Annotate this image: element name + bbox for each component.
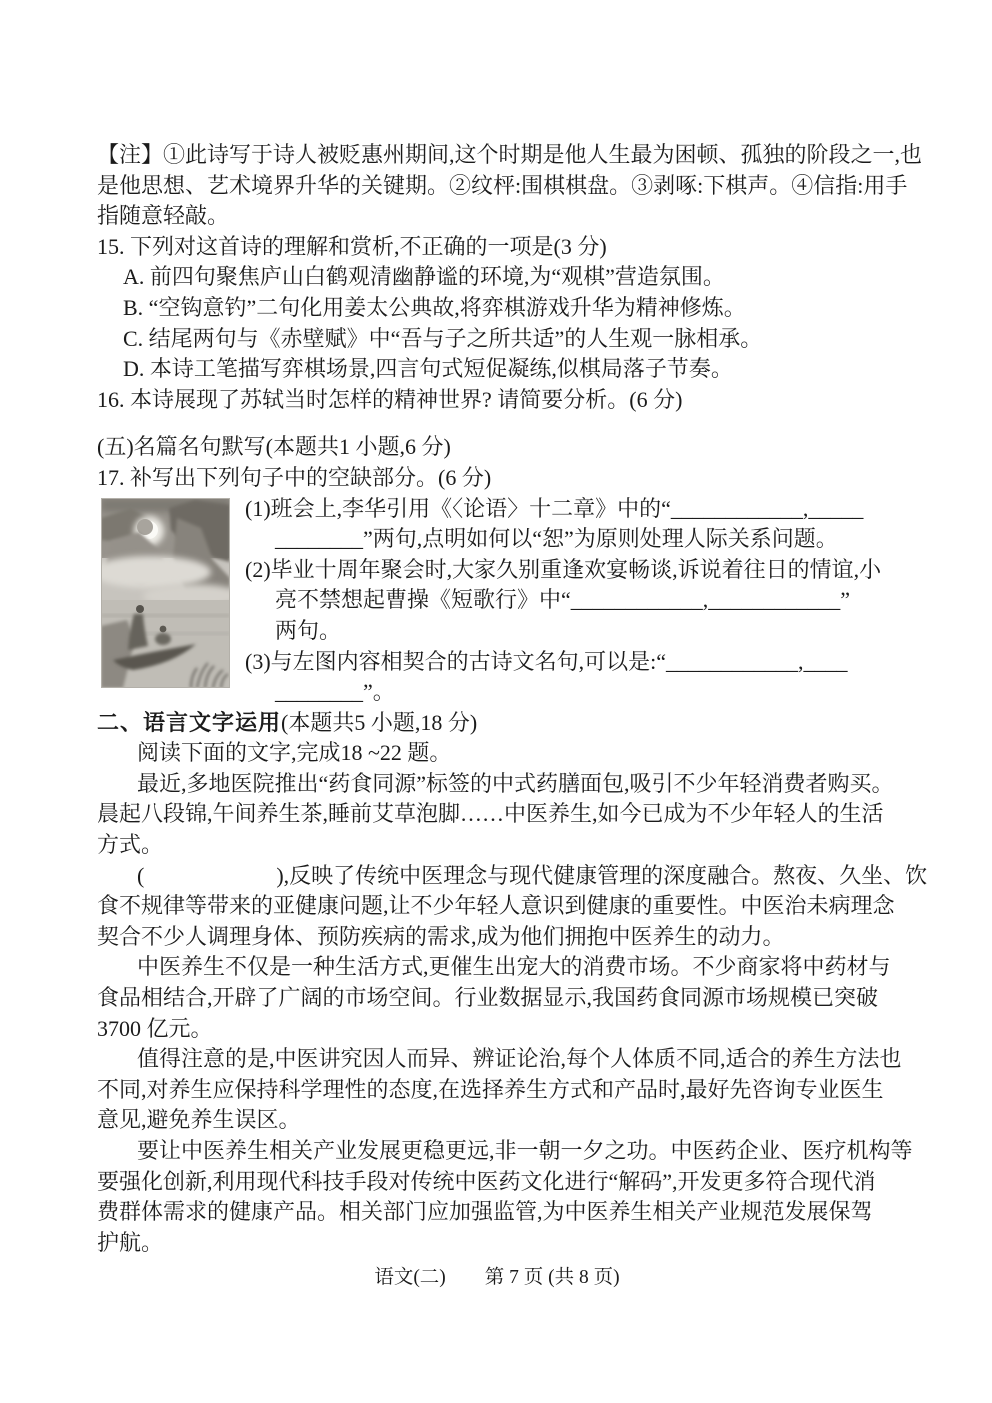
spacer — [97, 415, 897, 432]
moonlit-river-landscape-painting — [101, 498, 230, 688]
passage-line: 契合不少人调理身体、预防疾病的需求,成为他们拥抱中医养生的动力。 — [97, 923, 785, 949]
passage-line: 最近,多地医院推出“药食同源”标签的中式药膳面包,吸引不少年轻消费者购买。 — [137, 770, 894, 796]
section-5-heading: (五)名篇名句默写(本题共1 小题,6 分) — [97, 434, 451, 460]
question-15-stem: 15. 下列对这首诗的理解和赏析,不正确的一项是(3 分) — [97, 233, 607, 259]
passage-line: ( ),反映了传统中医理念与现代健康管理的深度融合。熬夜、久坐、饮 — [137, 862, 928, 888]
passage-line: 意见,避免养生误区。 — [97, 1107, 301, 1133]
question-16-stem: 16. 本诗展现了苏轼当时怎样的精神世界? 请简要分析。(6 分) — [97, 386, 683, 412]
passage-line: 费群体需求的健康产品。相关部门应加强监管,为中医养生相关产业规范发展保驾 — [97, 1199, 873, 1225]
note-line: 【注】①此诗写于诗人被贬惠州期间,这个时期是他人生最为困顿、孤独的阶段之一,也 — [97, 142, 923, 167]
q17-item1-line: ________”两句,点明如何以“恕”为原则处理人际关系问题。 — [275, 526, 838, 552]
section-2-heading-title: 二、语言文字运用 — [97, 709, 282, 735]
q17-item2-line: (2)毕业十周年聚会时,大家久别重逢欢宴畅谈,诉说着往日的情谊,小 — [245, 556, 882, 582]
note-line: 指随意轻敲。 — [97, 203, 230, 229]
ink-painting-image — [101, 498, 230, 688]
note-line: 是他思想、艺术境界升华的关键期。②纹枰:围棋棋盘。③剥啄:下棋声。④信指:用手 — [97, 172, 908, 198]
q17-item3-line: (3)与左图内容相契合的古诗文名句,可以是:“____________,____ — [245, 648, 848, 674]
reading-intro: 阅读下面的文字,完成18 ~22 题。 — [137, 740, 452, 766]
passage-line: 要让中医养生相关产业发展更稳更远,非一朝一夕之功。中医药企业、医疗机构等 — [137, 1138, 913, 1163]
q17-item2-line: 亮不禁想起曹操《短歌行》中“____________,____________” — [275, 587, 851, 613]
question-15-option-d: D. 本诗工笔描写弈棋场景,四言句式短促凝练,似棋局落子节奏。 — [123, 356, 733, 382]
page-footer: 语文(二) 第 7 页 (共 8 页) — [374, 1267, 620, 1289]
passage-line: 要强化创新,利用现代科技手段对传统中医药文化进行“解码”,开发更多符合现代消 — [97, 1168, 876, 1194]
page-content — [97, 140, 928, 1311]
q17-item3-line: ________”。 — [275, 679, 395, 705]
question-15-option-c: C. 结尾两句与《赤壁赋》中“吾与子之所共适”的人生观一脉相承。 — [123, 325, 763, 351]
passage-line: 不同,对养生应保持科学理性的态度,在选择养生方式和产品时,最好先咨询专业医生 — [97, 1076, 884, 1102]
passage-line: 晨起八段锦,午间养生茶,睡前艾草泡脚……中医养生,如今已成为不少年轻人的生活 — [97, 801, 884, 827]
question-15-option-b: B. “空钩意钓”二句化用姜太公典故,将弈棋游戏升华为精神修炼。 — [123, 294, 746, 320]
q17-item1-line: (1)班会上,李华引用《〈论语〉十二章》中的“____________,_____ — [245, 495, 864, 521]
passage-line: 值得注意的是,中医讲究因人而异、辨证论治,每个人体质不同,适合的养生方法也 — [137, 1046, 902, 1072]
section-2-heading-points: (本题共5 小题,18 分) — [281, 709, 478, 735]
passage-line: 食不规律等带来的亚健康问题,让不少年轻人意识到健康的重要性。中医治未病理念 — [97, 893, 895, 919]
q17-item2-line: 两句。 — [275, 617, 342, 643]
question-15-option-a: A. 前四句聚焦庐山白鹤观清幽静谧的环境,为“观棋”营造氛围。 — [123, 264, 725, 290]
passage-line: 护航。 — [97, 1229, 164, 1255]
question-17-stem: 17. 补写出下列句子中的空缺部分。(6 分) — [97, 464, 492, 490]
question-17-items — [97, 494, 897, 708]
passage-line: 3700 亿元。 — [97, 1015, 213, 1041]
passage-line: 食品相结合,开辟了广阔的市场空间。行业数据显示,我国药食同源市场规模已突破 — [97, 985, 879, 1011]
section-2-heading — [97, 708, 897, 739]
passage-line: 方式。 — [97, 832, 164, 858]
passage-line: 中医养生不仅是一种生活方式,更催生出宠大的消费市场。不少商家将中药材与 — [137, 954, 891, 980]
